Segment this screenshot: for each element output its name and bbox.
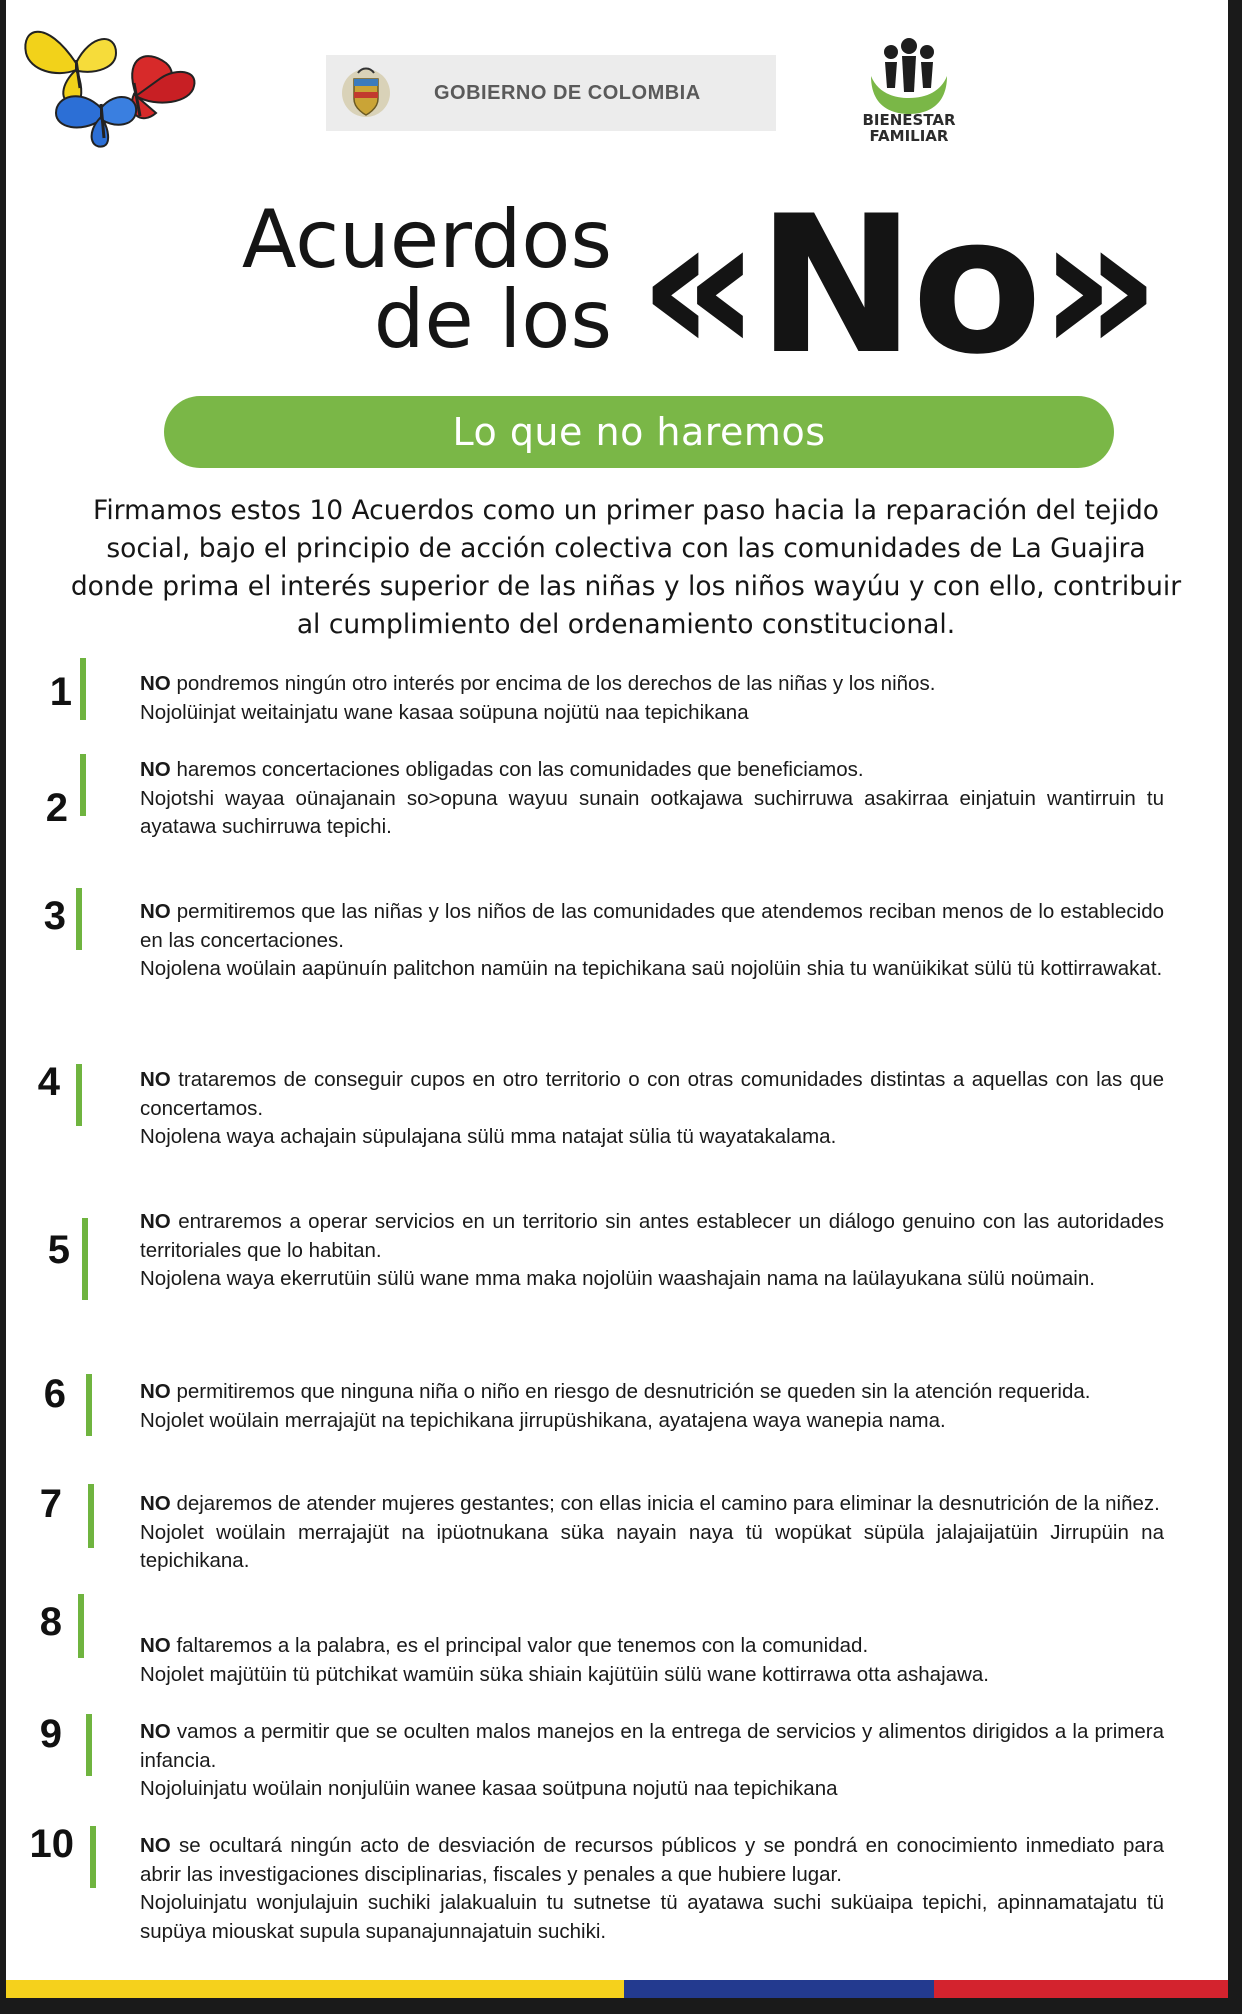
icbf-logo-line1: BIENESTAR: [862, 111, 956, 129]
gobierno-colombia-logo: [326, 55, 776, 131]
agreement-spanish: entraremos a operar servicios en un territorio sin antes establecer un diálogo genuino con las autoridades territoriales que lo habitan.: [140, 1210, 1164, 1262]
agreement-no: NO: [140, 672, 171, 695]
agreement-no: NO: [140, 900, 171, 923]
agreement-number: 7: [39, 1482, 62, 1526]
agreement-wayuu: Nojolüinjat weitainjatu wane kasaa soüpuna nojütü naa tepichikana: [140, 700, 749, 724]
agreement-wayuu: Nojoluinjatu woülain nonjulüin wanee kasaa soütpuna nojutü naa tepichikana: [140, 1777, 838, 1800]
agreement-bar: [76, 888, 82, 950]
agreement-text: [140, 1066, 1164, 1152]
agreement-wayuu: Nojoluinjatu wonjulajuin suchiki jalakualuin tu sutnetse tü ayatawa suchi suküaipa tepichi, apinnamatajatu tü supüya miouskat supula supanajunnajatuin suchiki.: [140, 1891, 1164, 1943]
intro-paragraph: Firmamos estos 10 Acuerdos como un primer paso hacia la reparación del tejido social, bajo el principio de acción colectiva con las comunidades de La Guajira donde prima el interés superior de las niñas y los niños wayúu y con ello, contribuir al cumplimiento del ordenamiento constitucional.: [70, 495, 1182, 640]
agreement-no: NO: [140, 1380, 171, 1403]
flag-stripe-red: [934, 1980, 1234, 1998]
agreement-spanish: permitiremos que las niñas y los niños de las comunidades que atendemos reciban menos de lo establecido en las concertaciones.: [140, 900, 1164, 952]
agreement-wayuu: Nojolena waya achajain süpulajana sülü mma natajat sülia tü wayatakalama.: [140, 1125, 837, 1148]
banner-text: Lo que no haremos: [452, 410, 826, 454]
agreement-wayuu: Nojolet woülain merrajajüt na tepichikana jirrupüshikana, ayatajena waya wanepia nama.: [140, 1408, 946, 1432]
agreement-text: [140, 1378, 1164, 1435]
gov-logo-text: GOBIERNO DE COLOMBIA: [434, 81, 701, 104]
agreement-text: [140, 1490, 1164, 1576]
bottom-border: [6, 1998, 1242, 2014]
title-highlight: «No»: [638, 175, 1158, 396]
agreement-wayuu: Nojolena waya ekerrutüin sülü wane mma maka nojolüin waashajain nama na laülayukana sülü noümain.: [140, 1267, 1095, 1290]
coat-of-arms-icon: [340, 63, 392, 123]
agreement-bar: [80, 658, 86, 720]
agreement-bar: [88, 1484, 94, 1548]
agreement-wayuu: Nojotshi wayaa oünajanain so>opuna wayuu sunain ootkajawa suchirruwa asakirraa einjatuin wantirruin tu ayatawa suchirruwa tepichi.: [140, 786, 1164, 838]
agreement-number: 9: [39, 1712, 62, 1756]
butterflies-logo-icon: [16, 8, 206, 158]
agreement-text: [140, 1632, 1164, 1689]
agreement-number: 3: [43, 894, 66, 938]
agreement-no: NO: [140, 1720, 171, 1743]
document-title: [6, 175, 1242, 396]
title-line2: de los: [373, 273, 612, 366]
agreement-no: NO: [140, 1068, 171, 1091]
agreement-text: [140, 756, 1164, 842]
agreement-number: 5: [47, 1228, 70, 1272]
agreement-number: 10: [29, 1822, 74, 1866]
agreement-spanish: dejaremos de atender mujeres gestantes; con ellas inicia el camino para eliminar la desnutrición de la niñez.: [170, 1492, 1160, 1515]
agreement-spanish: haremos concertaciones obligadas con las comunidades que beneficiamos.: [170, 758, 864, 781]
agreement-text: [140, 670, 1164, 727]
agreement-wayuu: Nojolet majütüin tü pütchikat wamüin süka shiain kajütüin sülü wane kottirrawa otta ashajawa.: [140, 1662, 989, 1686]
agreement-spanish: permitiremos que ninguna niña o niño en riesgo de desnutrición se queden sin la atención requerida.: [170, 1380, 1091, 1403]
agreement-spanish: se ocultará ningún acto de desviación de recursos públicos y se pondrá en conocimiento inmediato para abrir las investigaciones disciplinarias, fiscales y penales a que hubiere lugar.: [140, 1834, 1164, 1886]
agreement-no: NO: [140, 758, 171, 781]
agreement-number: 2: [45, 786, 68, 830]
agreement-number: 1: [49, 670, 72, 714]
agreement-bar: [86, 1714, 92, 1776]
title-line1: Acuerdos: [241, 193, 612, 286]
icbf-logo-line2: FAMILIAR: [869, 127, 949, 145]
agreement-no: NO: [140, 1492, 171, 1515]
agreement-bar: [90, 1826, 96, 1888]
agreement-bar: [86, 1374, 92, 1436]
agreement-bar: [82, 1218, 88, 1300]
agreement-no: NO: [140, 1834, 171, 1857]
agreement-spanish: trataremos de conseguir cupos en otro territorio o con otras comunidades distintas a aquellas con las que concertamos.: [140, 1068, 1164, 1120]
agreement-number: 6: [43, 1372, 66, 1416]
agreement-number: 4: [37, 1060, 60, 1104]
agreement-text: [140, 1208, 1164, 1294]
agreement-text: [140, 1718, 1164, 1804]
agreement-spanish: faltaremos a la palabra, es el principal valor que tenemos con la comunidad.: [170, 1634, 869, 1657]
flag-stripe-blue: [624, 1980, 934, 1998]
title-left: [241, 193, 612, 366]
agreement-bar: [78, 1594, 84, 1658]
agreement-number: 8: [39, 1600, 62, 1644]
agreement-text: [140, 1832, 1164, 1946]
agreement-no: NO: [140, 1210, 171, 1233]
agreement-bar: [80, 754, 86, 816]
agreement-bar: [76, 1064, 82, 1126]
icbf-logo-text: [851, 112, 967, 144]
flag-stripe-yellow: [6, 1980, 624, 1998]
agreement-spanish: vamos a permitir que se oculten malos manejos en la entrega de servicios y alimentos dirigidos a la primera infancia.: [140, 1720, 1164, 1772]
agreement-wayuu: Nojolena woülain aapünuín palitchon namüin na tepichikana saü nojolüin shia tu wanüikikat sülü tü kottirrawakat.: [140, 957, 1163, 980]
agreement-no: NO: [140, 1634, 171, 1657]
subtitle-banner: [164, 396, 1114, 468]
agreement-wayuu: Nojolet woülain merrajajüt na ipüotnukana süka nayain naya tü wopükat süpüla jalajaijatüin Jirrupüin na tepichikana.: [140, 1520, 1164, 1572]
agreement-text: [140, 898, 1164, 984]
agreement-spanish: pondremos ningún otro interés por encima de los derechos de las niñas y los niños.: [170, 672, 936, 695]
